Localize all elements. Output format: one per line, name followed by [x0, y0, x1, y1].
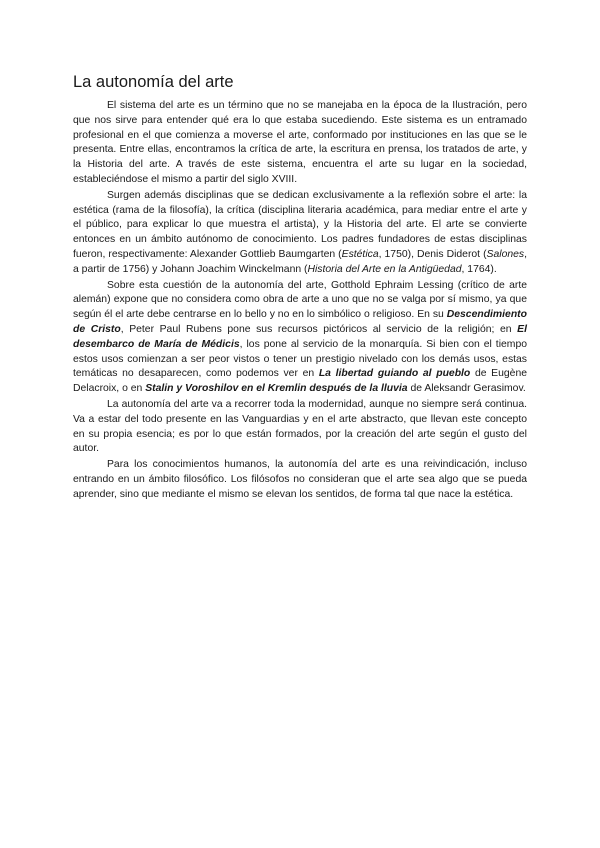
text-run: , 1750), Denis Diderot (	[378, 248, 487, 260]
text-run: , 1764).	[461, 263, 497, 275]
paragraph	[73, 189, 527, 278]
artwork-title: Stalin y Voroshilov en el Kremlin después de la lluvia	[145, 383, 408, 395]
paragraph	[73, 99, 527, 188]
text-run: , a partir de 1756) y Johann Joachim Winckelmann (	[73, 248, 527, 275]
text-run: Sobre esta cuestión de la autonomía del arte, Gotthold Ephraim Lessing (crítico de arte alemán) expone que no considera como obra de arte a uno que no se valga por sí mismo, ya que según él el arte debe centrarse en lo bello y no en lo simbólico o religioso. En su	[73, 279, 527, 321]
text-run: Surgen además disciplinas que se dedican exclusivamente a la reflexión sobre el arte: la estética (rama de la filosofía), la crítica (disciplina literaria académica, para mediar entre el arte y el público, para explicar lo que muestra el artista), y la Historia del arte. El arte se convierte entonces en un ámbito autónomo de conocimiento. Los padres fundadores de estas disciplinas fueron, respectivamente: Alexander Gottlieb Baumgarten (	[73, 189, 527, 260]
italic-title: Salones	[486, 248, 525, 260]
paragraph	[73, 458, 527, 502]
italic-title: Historia del Arte en la Antigüedad	[307, 263, 462, 275]
paragraph	[73, 398, 527, 457]
document-title: La autonomía del arte	[73, 73, 234, 91]
text-run: Para los conocimientos humanos, la autonomía del arte es una reivindicación, incluso entrando en un ámbito filosófico. Los filósofos no consideran que el arte sea algo que se pueda aprender, sino que mediante el mismo se elevan los sentidos, de forma tal que nace la estética.	[73, 459, 527, 500]
text-run: de Aleksandr Gerasimov.	[407, 383, 526, 395]
document-body	[73, 99, 527, 503]
text-run: La autonomía del arte va a recorrer toda la modernidad, aunque no siempre será continua. Va a estar del todo presente en las Vanguardias y en el arte abstracto, que llevan este concepto en su propia esencia; es por lo que están formados, por la creación del arte según el gusto del autor.	[73, 398, 527, 455]
text-run: El sistema del arte es un término que no se manejaba en la época de la Ilustración, pero que nos sirve para entender qué era lo que estaba sucediendo. Este sistema es un entramado profesional en el que comienza a moverse el arte, conformado por instituciones en las que se le presenta. Entre ellas, encontramos la crítica de arte, la escritura en prensa, los tratados de arte, y la Historia del arte. A través de este sistema, encuentra el arte su lugar en la sociedad, estableciéndose el mismo a partir del siglo XVIII.	[73, 100, 527, 185]
italic-title: Estética	[341, 248, 379, 260]
paragraph	[73, 279, 527, 397]
artwork-title: El desembarco de María de Médicis	[73, 323, 527, 350]
text-run: de Eugène Delacroix, o en	[73, 368, 528, 395]
artwork-title: Descendimiento de Cristo	[73, 309, 527, 335]
text-run: , los pone al servicio de la monarquía. Si bien con el tiempo estos usos comienzan a ser peor vistos o tener un prestigio nivelado con los demás usos, estas temáticas no desaparecen, como podemos ver en	[73, 338, 527, 380]
text-run: , Peter Paul Rubens pone sus recursos pictóricos al servicio de la religión; en	[120, 323, 518, 335]
artwork-title: La libertad guiando al pueblo	[318, 368, 471, 380]
